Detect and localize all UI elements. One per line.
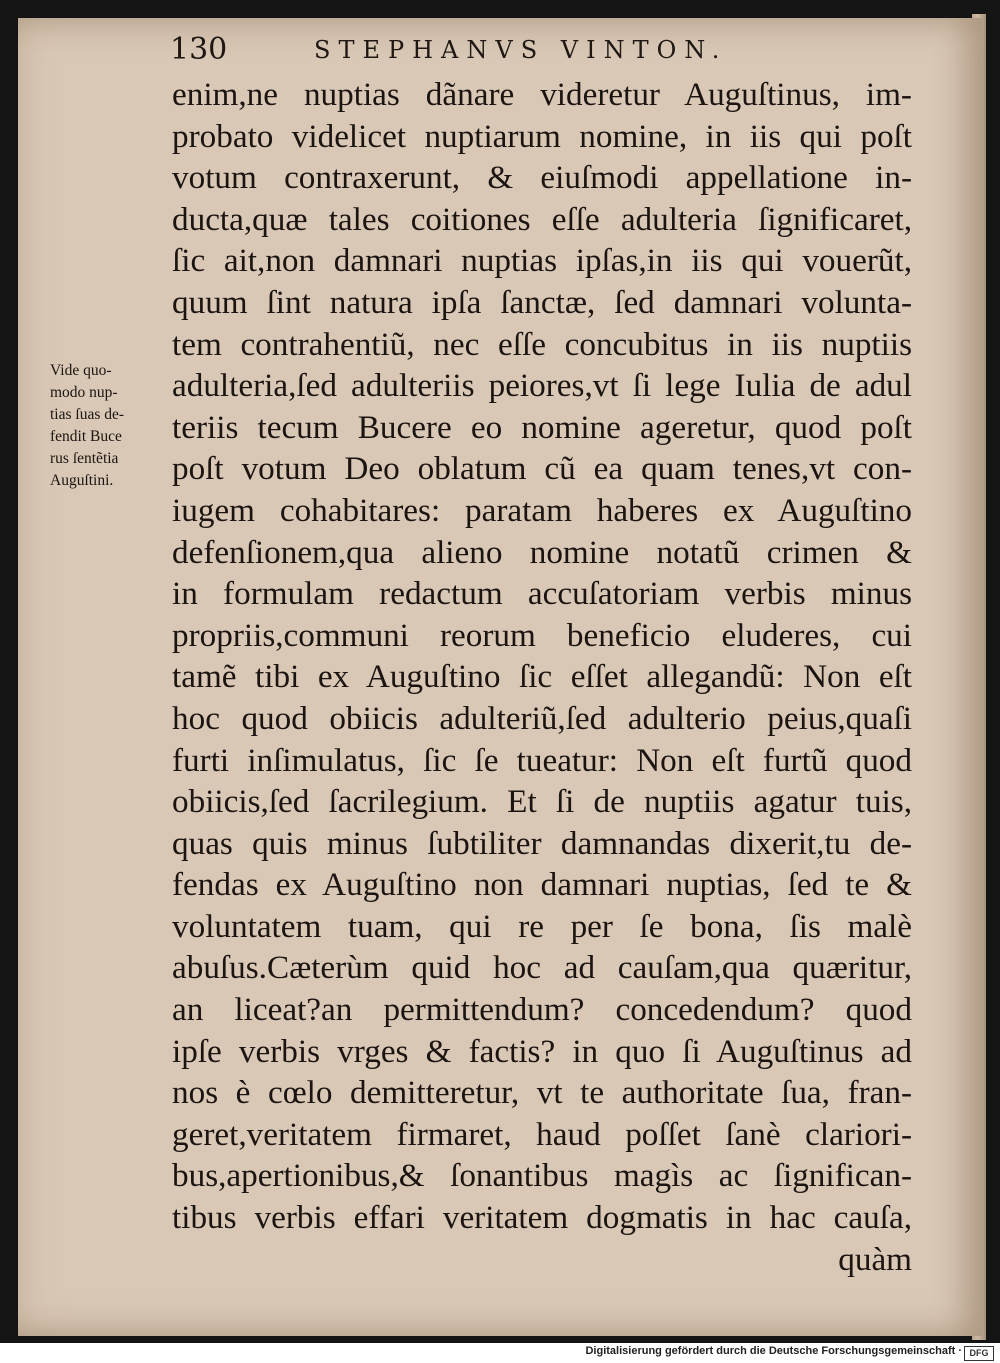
marginal-note-line: modo nup-: [50, 384, 118, 401]
marginal-note-line: Vide quo-: [50, 362, 112, 379]
marginal-note-line: fendit Buce: [50, 428, 122, 445]
text-line: hoc quod obiicis adulteriũ,ſed adulterio peius,quaſi: [172, 699, 912, 737]
text-line: enim,ne nuptias dãnare videretur Auguſtinus, im-: [172, 76, 912, 113]
footer-credit: Digitalisierung gefördert durch die Deutsche Forschungsgemeinschaft ·: [585, 1345, 962, 1357]
text-line: propriis,communi reorum beneficio eluderes, cui: [172, 616, 912, 654]
text-line: voluntatem tuam, qui re per ſe bona, ſis malè: [172, 907, 912, 945]
text-line: geret,veritatem firmaret, haud poſſet ſanè clariori-: [172, 1115, 912, 1153]
marginal-note: [50, 360, 166, 492]
marginal-note-line: Auguſtini.: [50, 472, 114, 489]
dfg-logo: DFG: [964, 1346, 994, 1361]
text-line: ipſe verbis vrges & factis? in quo ſi Auguſtinus ad: [172, 1032, 912, 1070]
text-line: nos è cœlo demitteretur, vt te authoritate ſua, fran-: [172, 1074, 912, 1112]
text-line: quàm: [838, 1240, 912, 1278]
text-line: obiicis,ſed ſacrilegium. Et ſi de nuptiis agatur tuis,: [172, 783, 912, 821]
text-line: an liceat?an permittendum? concedendum? quod: [172, 991, 912, 1029]
page-header: [170, 30, 930, 76]
text-line: ſic ait,non damnari nuptias ipſas,in iis qui vouerũt,: [172, 242, 912, 280]
body-text: [172, 74, 912, 1280]
text-line: poſt votum Deo oblatum cũ ea quam tenes,vt con-: [172, 450, 912, 488]
text-line: defenſionem,qua alieno nomine notatũ crimen &: [172, 533, 912, 571]
text-line: fendas ex Auguſtino non damnari nuptias, ſed te &: [172, 866, 912, 904]
text-line: bus,apertionibus,& ſonantibus magìs ac ſignifican-: [172, 1157, 912, 1195]
text-line: tibus verbis effari veritatem dogmatis in hac cauſa,: [172, 1199, 912, 1237]
text-line: votum contraxerunt, & eiuſmodi appellatione in-: [172, 159, 912, 197]
text-line: teriis tecum Bucere eo nomine ageretur, quod poſt: [172, 408, 912, 446]
text-line: adulteria,ſed adulteriis peiores,vt ſi lege Iulia de adul: [172, 367, 912, 405]
marginal-note-line: tias ſuas de-: [50, 406, 125, 423]
marginal-note-line: rus ſentẽtia: [50, 450, 119, 467]
text-line: abuſus.Cæterùm quid hoc ad cauſam,qua quæritur,: [172, 949, 912, 987]
page-number: 130: [170, 32, 228, 67]
text-line: in formulam redactum accuſatoriam verbis minus: [172, 575, 912, 613]
text-line: tamẽ tibi ex Auguſtino ſic eſſet allegandũ: Non eſt: [172, 658, 912, 696]
footer-bar: [0, 1343, 1000, 1363]
text-line: quas quis minus ſubtiliter damnandas dixerit,tu de-: [172, 824, 912, 862]
text-line: furti inſimulatus, ſic ſe tueatur: Non eſt furtũ quod: [172, 741, 912, 779]
text-line: iugem cohabitares: paratam haberes ex Auguſtino: [172, 491, 912, 529]
text-line: probato videlicet nuptiarum nomine, in iis qui poſt: [172, 117, 912, 155]
text-line: ducta,quæ tales coitiones eſſe adulteria ſignificaret,: [172, 200, 912, 238]
text-line: tem contrahentiũ, nec eſſe concubitus in iis nuptiis: [172, 325, 912, 363]
text-line: quum ſint natura ipſa ſanctæ, ſed damnari volunta-: [172, 283, 912, 321]
running-title: STEPHANVS VINTON.: [314, 36, 728, 64]
